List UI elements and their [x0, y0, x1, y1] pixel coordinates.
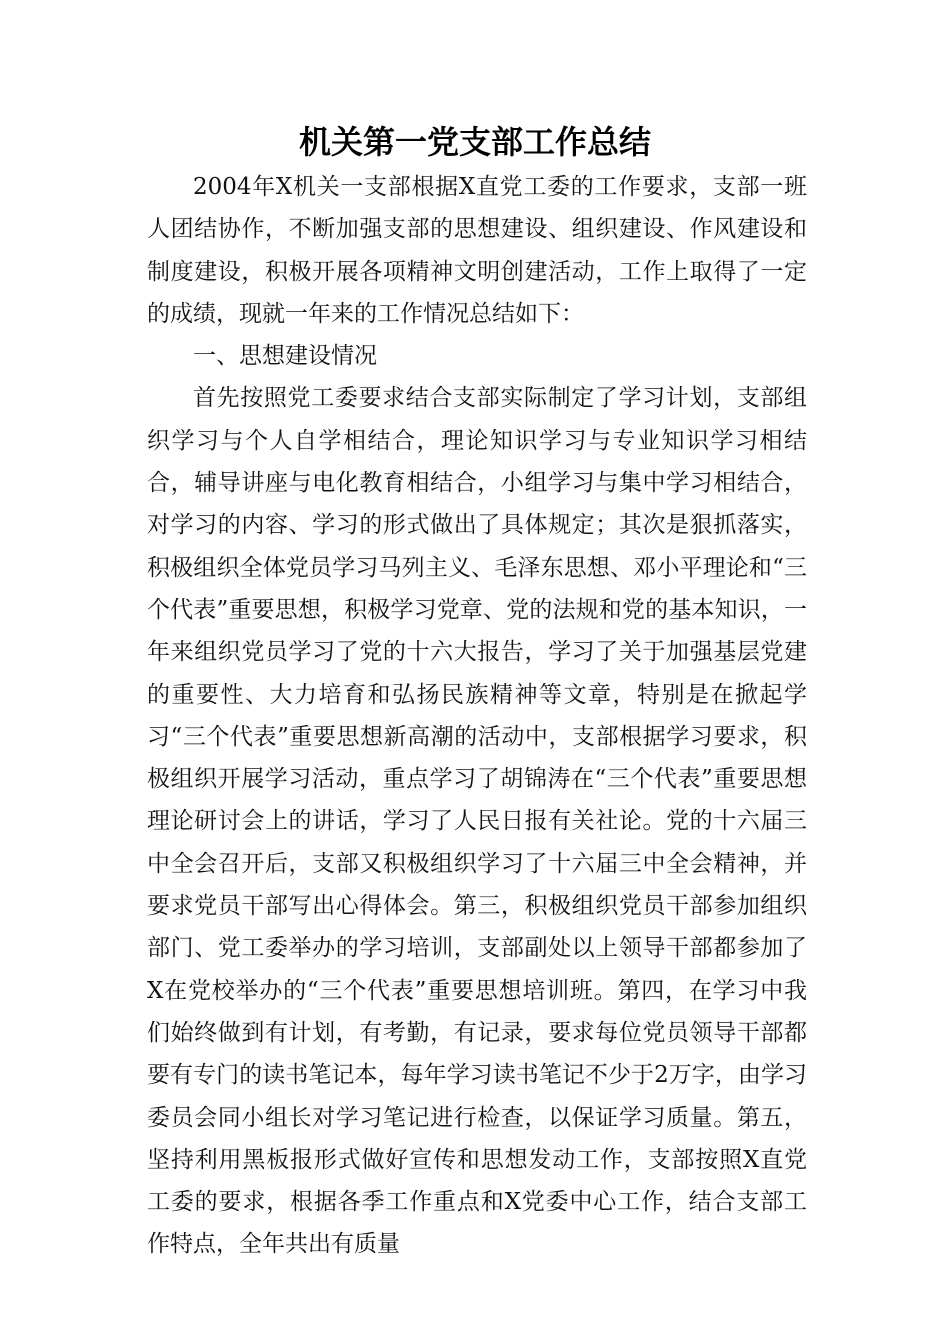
section-heading: 一、思想建设情况	[193, 343, 377, 370]
body-paragraph: 首先按照党工委要求结合支部实际制定了学习计划，支部组织学习与个人自学相结合，理论知识学习与专业知识学习相结合，辅导讲座与电化教育相结合，小组学习与集中学习相结合，对学习的内容、学习的形式做出了具体规定；其次是狠抓落实，积极组织全体党员学习马列主义、毛泽东思想、邓小平理论和“三个代表”重要思想，积极学习党章、党的法规和党的基本知识，一年来组织党员学习了党的十六大报告，学习了关于加强基层党建的重要性、大力培育和弘扬民族精神等文章，特别是在掀起学习“三个代表”重要思想新高潮的活动中，支部根据学习要求，积极组织开展学习活动，重点学习了胡锦涛在“三个代表”重要思想理论研讨会上的讲话，学习了人民日报有关社论。党的十六届三中全会召开后，支部又积极组织学习了十六届三中全会精神，并要求党员干部写出心得体会。第三，积极组织党员干部参加组织部门、党工委举办的学习培训，支部副处以上领导干部都参加了X在党校举办的“三个代表”重要思想培训班。第四，在学习中我们始终做到有计划，有考勤，有记录，要求每位党员领导干部都要有专门的读书笔记本，每年学习读书笔记不少于2万字，由学习委员会同小组长对学习笔记进行检查，以保证学习质量。第五，坚持利用黑板报形式做好宣传和思想发动工作，支部按照X直党工委的要求，根据各季工作重点和X党委中心工作，结合支部工作特点，全年共出有质量	[147, 385, 807, 1258]
document-body	[147, 166, 807, 1266]
intro-paragraph: 2004年X机关一支部根据X直党工委的工作要求，支部一班人团结协作，不断加强支部的思想建设、组织建设、作风建设和制度建设，积极开展各项精神文明创建活动，工作上取得了一定的成绩，现就一年来的工作情况总结如下：	[147, 174, 807, 327]
document-title: 机关第一党支部工作总结	[298, 123, 651, 161]
